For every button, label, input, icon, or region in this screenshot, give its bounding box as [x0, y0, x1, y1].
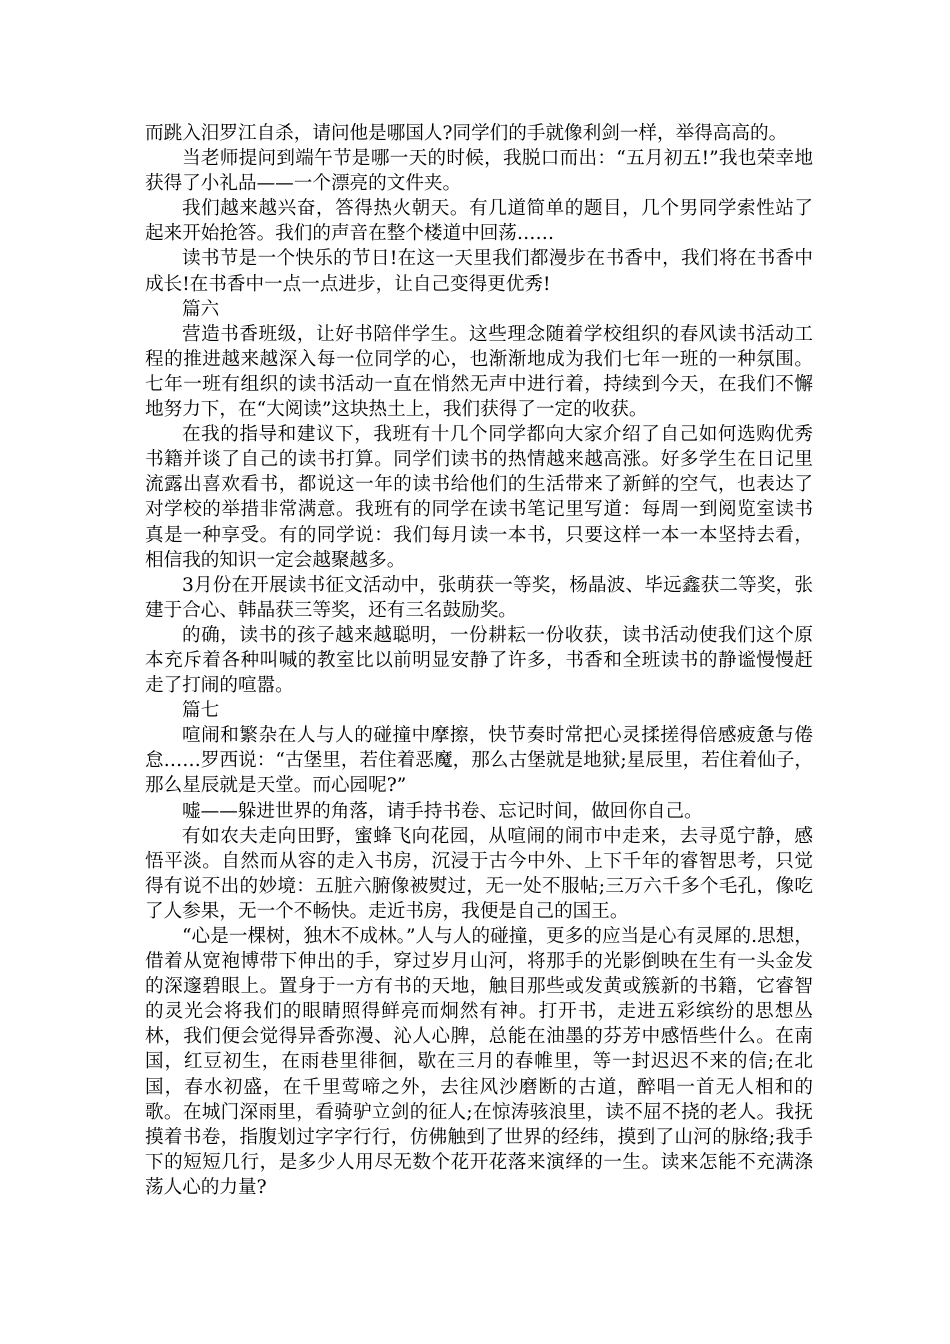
- paragraph: 嘘——躲进世界的角落，请手持书卷、忘记时间，做回你自己。: [182, 800, 703, 822]
- paragraph: 有如农夫走向田野，蜜蜂飞向花园，从喧闹的闹市中走来，去寻觅宁静，感悟平淡。自然而从容的走入书房，沉浸于古今中外、上下千年的睿智思考，只觉得有说不出的妙境：五脏六腑像被熨过，无一处不服帖;三万六千多个毛孔，像吃了人参果，无一个不畅快。走近书房，我便是自己的国王。: [145, 825, 813, 922]
- paragraph: 营造书香班级，让好书陪伴学生。这些理念随着学校组织的春风读书活动工程的推进越来越深入每一位同学的心，也渐渐地成为我们七年一班的一种氛围。七年一班有组织的读书活动一直在悄然无声中进行着，持续到今天，在我们不懈地努力下，在“大阅读”这块热土上，我们获得了一定的收获。: [145, 323, 813, 421]
- paragraph: 读书节是一个快乐的节日!在这一天里我们都漫步在书香中，我们将在书香中成长!在书香中一点一点进步，让自己变得更优秀!: [145, 248, 813, 295]
- paragraph: 在我的指导和建议下，我班有十几个同学都向大家介绍了自己如何选购优秀书籍并谈了自己的读书打算。同学们读书的热情越来越高涨。好多学生在日记里流露出喜欢看书，都说这一年的读书给他们的生活带来了新鲜的空气，也表达了对学校的举措非常满意。我班有的同学在读书笔记里写道：每周一到阅览室读书真是一种享受。有的同学说：我们每月读一本书，只要这样一本一本坚持去看，相信我的知识一定会越聚越多。: [145, 424, 813, 571]
- paragraph: 的确，读书的孩子越来越聪明，一份耕耘一份收获，读书活动使我们这个原本充斥着各种叫喊的教室比以前明显安静了许多，书香和全班读书的静谧慢慢赶走了打闹的喧嚣。: [145, 624, 813, 697]
- section-heading: 篇六: [182, 298, 220, 320]
- paragraph: 而跳入汨罗江自杀，请问他是哪国人?同学们的手就像利剑一样，举得高高的。: [145, 123, 788, 144]
- document-page: [145, 121, 813, 1200]
- paragraph: 我们越来越兴奋，答得热火朝天。有几道简单的题目，几个男同学索性站了起来开始抢答。我们的声音在整个楼道中回荡……: [145, 198, 813, 245]
- paragraph: 喧闹和繁杂在人与人的碰撞中摩擦，快节奏时常把心灵揉搓得倍感疲惫与倦怠……罗西说：“古堡里，若住着恶魔，那么古堡就是地狱;星辰里，若住着仙子，那么星辰就是天堂。而心园呢?”: [145, 725, 813, 797]
- paragraph: “心是一棵树，独木不成林。”人与人的碰撞，更多的应当是心有灵犀的.思想，借着从宽袍博带下伸出的手，穿过岁月山河，将那手的光影倒映在生有一头金发的深邃碧眼上。置身于一方有书的天地，触目那些或发黄或簇新的书籍，它睿智的灵光会将我们的眼睛照得鲜亮而炯然有神。打开书，走进五彩缤纷的思想丛林，我们便会觉得异香弥漫、沁人心脾，总能在油墨的芬芳中感悟些什么。在南国，红豆初生，在雨巷里徘徊，歇在三月的春帷里，等一封迟迟不来的信;在北国，春水初盛，在千里莺啼之外，去往风沙磨断的古道，醉唱一首无人相和的歌。在城门深雨里，看骑驴立剑的征人;在惊涛骇浪里，读不屈不挠的老人。我抚摸着书卷，指腹划过字字行行，仿佛触到了世界的经纬，摸到了山河的脉络;我手下的短短几行，是多少人用尽无数个花开花落来演绎的一生。读来怎能不充满涤荡人心的力量?: [145, 926, 813, 1198]
- section-heading: 篇七: [182, 700, 220, 722]
- paragraph: 当老师提问到端午节是哪一天的时候，我脱口而出：“五月初五!”我也荣幸地获得了小礼品——一个漂亮的文件夹。: [145, 148, 813, 195]
- paragraph: 3月份在开展读书征文活动中，张萌获一等奖，杨晶波、毕远鑫获二等奖，张建于合心、韩晶获三等奖，还有三名鼓励奖。: [145, 574, 813, 621]
